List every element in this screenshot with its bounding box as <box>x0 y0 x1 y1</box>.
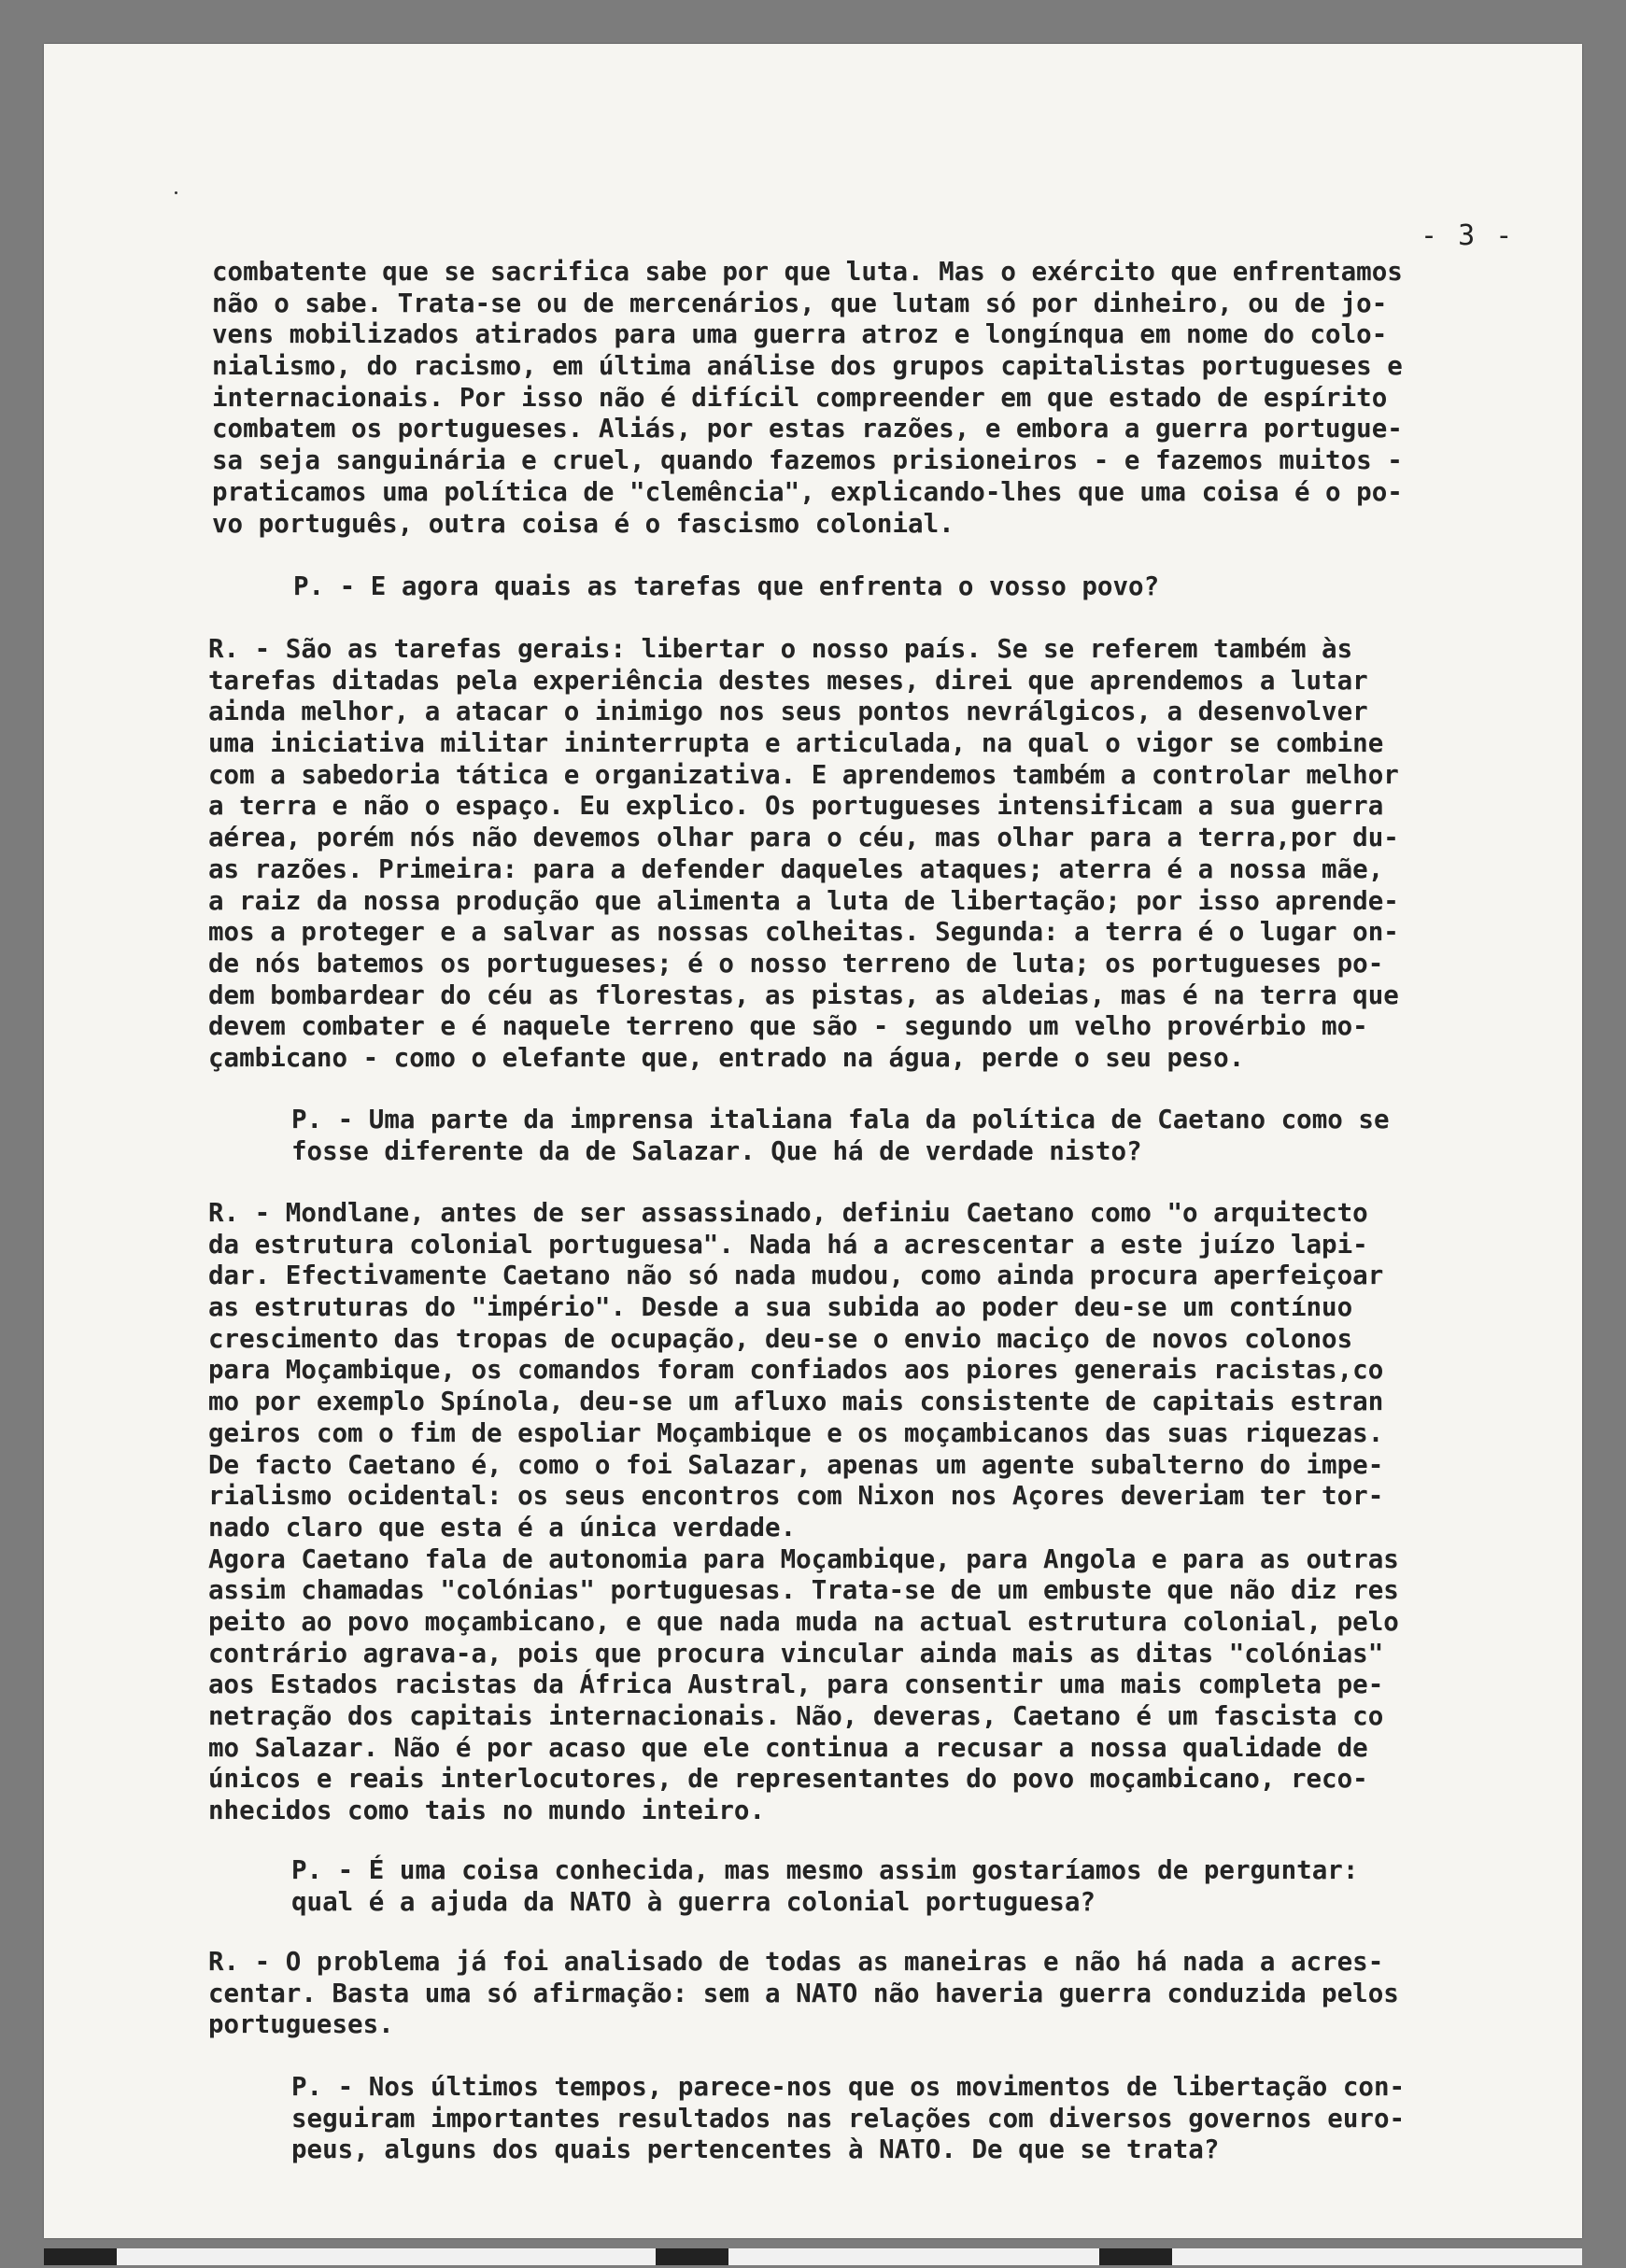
text-line: devem combater e é naquele terreno que são - segundo um velho provérbio mo- <box>208 1011 1368 1042</box>
text-line: fosse diferente da de Salazar. Que há de verdade nisto? <box>291 1135 1142 1166</box>
text-line: netração dos capitais internacionais. Não, deveras, Caetano é um fascista co <box>208 1701 1384 1731</box>
text-line: rialismo ocidental: os seus encontros com Nixon nos Açores deveriam ter tor- <box>208 1481 1384 1512</box>
text-line: crescimento das tropas de ocupação, deu-se o envio maciço de novos colonos <box>208 1323 1353 1354</box>
scan-ruler <box>44 2248 1582 2265</box>
paragraph-intro <box>212 257 1403 540</box>
text-line: com a sabedoria tática e organizativa. E aprendemos também a controlar melhor <box>208 759 1399 790</box>
text-line: P. - Nos últimos tempos, parece-nos que os movimentos de libertação con- <box>291 2072 1406 2102</box>
text-line: de nós batemos os portugueses; é o nosso terreno de luta; os portugueses po- <box>208 948 1384 979</box>
document-page <box>44 44 1582 2238</box>
text-line: nialismo, do racismo, em última análise dos grupos capitalistas portugueses e <box>212 351 1403 382</box>
text-line: mo por exemplo Spínola, deu-se um afluxo mais consistente de capitais estran <box>208 1387 1384 1417</box>
text-line: peito ao povo moçambicano, e que nada muda na actual estrutura colonial, pelo <box>208 1606 1399 1637</box>
text-line: tarefas ditadas pela experiência destes meses, direi que aprendemos a lutar <box>208 665 1368 696</box>
text-line: mo Salazar. Não é por acaso que ele continua a recusar a nossa qualidade de <box>208 1732 1368 1763</box>
text-line: praticamos uma política de "clemência", explicando-lhes que uma coisa é o po- <box>212 476 1403 507</box>
text-line: mos a proteger e a salvar as nossas colheitas. Segunda: a terra é o lugar on- <box>208 917 1399 948</box>
question-4 <box>291 2072 1405 2166</box>
text-line: dem bombardear do céu as florestas, as pistas, as aldeias, mas é na terra que <box>208 979 1399 1010</box>
answer-2 <box>208 1198 1399 1827</box>
text-line: assim chamadas "colónias" portuguesas. Trata-se de um embuste que não diz res <box>208 1575 1399 1606</box>
question-1 <box>293 571 1159 603</box>
text-line: vens mobilizados atirados para uma guerra atroz e longínqua em nome do colo- <box>212 319 1388 350</box>
answer-1 <box>208 634 1399 1075</box>
text-line: ainda melhor, a atacar o inimigo nos seus pontos nevrálgicos, a desenvolver <box>208 697 1368 727</box>
text-line: as razões. Primeira: para a defender daqueles ataques; aterra é a nossa mãe, <box>208 853 1384 884</box>
text-line: P. - E agora quais as tarefas que enfrenta o vosso povo? <box>293 571 1160 601</box>
text-line: vo português, outra coisa é o fascismo colonial. <box>212 508 954 539</box>
text-line: De facto Caetano é, como o foi Salazar, apenas um agente subalterno do impe- <box>208 1449 1384 1480</box>
text-line: P. - É uma coisa conhecida, mas mesmo assim gostaríamos de perguntar: <box>291 1855 1359 1885</box>
text-line: combatem os portugueses. Aliás, por estas razões, e embora a guerra portugue- <box>212 414 1403 444</box>
text-line: a terra e não o espaço. Eu explico. Os portugueses intensificam a sua guerra <box>208 791 1384 822</box>
page-number: - 3 - <box>1421 219 1515 252</box>
text-line: Agora Caetano fala de autonomia para Moçambique, para Angola e para as outras <box>208 1543 1399 1574</box>
text-line: combatente que se sacrifica sabe por que luta. Mas o exército que enfrentamos <box>212 257 1403 287</box>
text-line: aos Estados racistas da África Austral, para consentir uma mais completa pe- <box>208 1669 1384 1700</box>
answer-3 <box>208 1947 1399 2041</box>
question-3 <box>291 1855 1358 1918</box>
text-line: centar. Basta uma só afirmação: sem a NATO não haveria guerra conduzida pelos <box>208 1978 1399 2008</box>
text-line: não o sabe. Trata-se ou de mercenários, que lutam só por dinheiro, ou de jo- <box>212 288 1388 318</box>
ink-dot <box>175 191 177 194</box>
text-line: peus, alguns dos quais pertencentes à NATO. De que se trata? <box>291 2134 1220 2165</box>
text-line: R. - Mondlane, antes de ser assassinado, definiu Caetano como "o arquitecto <box>208 1198 1368 1228</box>
text-line: qual é a ajuda da NATO à guerra colonial portuguesa? <box>291 1886 1096 1917</box>
text-line: aérea, porém nós não devemos olhar para o céu, mas olhar para a terra,por du- <box>208 823 1399 853</box>
text-line: sa seja sanguinária e cruel, quando fazemos prisioneiros - e fazemos muitos - <box>212 445 1403 476</box>
text-line: as estruturas do "império". Desde a sua subida ao poder deu-se um contínuo <box>208 1292 1353 1323</box>
text-line: da estrutura colonial portuguesa". Nada há a acrescentar a este juízo lapi- <box>208 1229 1368 1260</box>
text-line: çambicano - como o elefante que, entrado na água, perde o seu peso. <box>208 1042 1245 1073</box>
text-line: nhecidos como tais no mundo inteiro. <box>208 1796 766 1826</box>
text-line: nado claro que esta é a única verdade. <box>208 1512 797 1543</box>
ruler-segment <box>1099 2248 1172 2265</box>
text-line: únicos e reais interlocutores, de representantes do povo moçambicano, reco- <box>208 1764 1368 1795</box>
text-line: a raiz da nossa produção que alimenta a luta de libertação; por isso aprende- <box>208 885 1399 916</box>
question-2 <box>291 1105 1390 1167</box>
ruler-segment <box>656 2248 728 2265</box>
text-line: dar. Efectivamente Caetano não só nada mudou, como ainda procura aperfeiçoar <box>208 1261 1384 1291</box>
text-line: internacionais. Por isso não é difícil compreender em que estado de espírito <box>212 382 1388 413</box>
text-line: R. - São as tarefas gerais: libertar o nosso país. Se se referem também às <box>208 634 1353 664</box>
text-line: geiros com o fim de espoliar Moçambique e os moçambicanos das suas riquezas. <box>208 1417 1384 1448</box>
text-line: R. - O problema já foi analisado de todas as maneiras e não há nada a acres- <box>208 1947 1384 1977</box>
text-line: portugueses. <box>208 2009 394 2040</box>
text-line: uma iniciativa militar ininterrupta e articulada, na qual o vigor se combine <box>208 728 1384 759</box>
ruler-segment <box>44 2248 117 2265</box>
text-line: seguiram importantes resultados nas relações com diversos governos euro- <box>291 2103 1406 2134</box>
text-line: para Moçambique, os comandos foram confiados aos piores generais racistas,co <box>208 1355 1384 1386</box>
text-line: contrário agrava-a, pois que procura vincular ainda mais as ditas "colónias" <box>208 1638 1384 1669</box>
text-line: P. - Uma parte da imprensa italiana fala da política de Caetano como se <box>291 1105 1390 1134</box>
